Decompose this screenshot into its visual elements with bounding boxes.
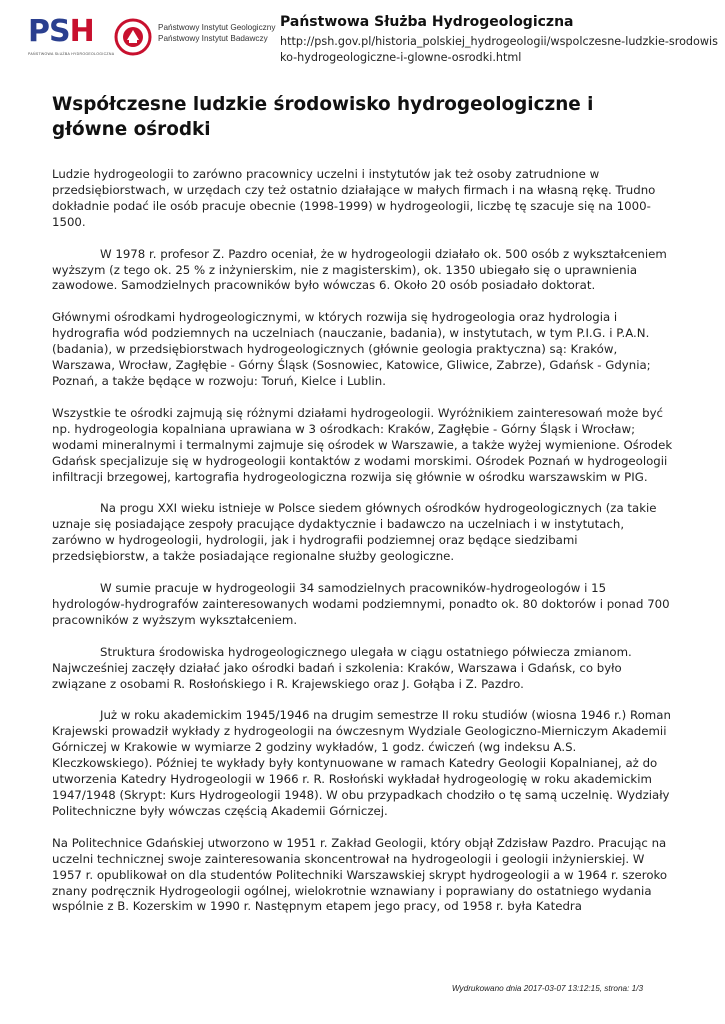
page-url[interactable]: http://psh.gov.pl/historia_polskiej_hydrogeologii/wspolczesne-ludzkie-srodowisko-hydrogeologiczne-i-glowne-osrodki.html [280, 35, 718, 64]
article-body [52, 167, 676, 931]
paragraph-5: Na progu XXI wieku istnieje w Polsce siedem głównych ośrodków hydrogeologicznych (za takie uznaje się posiadające zespoły pracujące dydaktycznie i badawczo na uczelniach i w instytutach, zarówno w hydrogeologii, hydrologii, jak i hydrografii podziemnej oraz będące siedzibami przedsiębiorstw, a także posiadające regionalne służby geologiczne. [52, 501, 657, 564]
paragraph-9: Na Politechnice Gdańskiej utworzono w 1951 r. Zakład Geologii, który objął Zdzisław Pazdro. Pracując na uczelni technicznej swoje zainteresowania skoncentrował na hydrogeologii i geologii inżynierskiej. W 1957 r. opublikował on dla studentów Politechniki Warszawskiej skrypt hydrogeologii a w 1964 r. szeroko znany podręcznik Hydrogeologii ogólnej, wielokrotnie wznawiany i poprawiany do ostatniego wydania wspólnie z B. Kozerskim w 1990 r. Następnym etapem jego pracy, od 1958 r. była Katedra [52, 835, 668, 914]
paragraph-6: W sumie pracuje w hydrogeologii 34 samodzielnych pracowników-hydrogeologów i 15 hydrologów-hydrografów zainteresowanych wodami podziemnymi, ponadto ok. 80 doktorów i ponad 700 pracowników z wyższym wykształceniem. [52, 581, 670, 627]
paragraph-1: Ludzie hydrogeologii to zarówno pracownicy uczelni i instytutów jak też osoby zatrudnione w przedsiębiorstwach, w urzędach czy też ostatnio działające w małych firmach i na własną rękę. Trudno dokładnie podać ile osób pracuje obecnie (1998-1999) w hydrogeologii, liczbę tę szacuje się na 1000-1500. [52, 167, 656, 229]
paragraph-2: W 1978 r. profesor Z. Pazdro oceniał, że w hydrogeologii działało ok. 500 osób z wykształceniem wyższym (z tego ok. 25 % z inżynierskim, nie z magisterskim), ok. 1350 ubiegało się o uprawnienia zawodowe. Samodzielnych pracowników było wówczas 6. Około 20 osób posiadało doktorat. [52, 246, 667, 293]
paragraph-3: Głównymi ośrodkami hydrogeologicznymi, w których rozwija się hydrogeologia oraz hydrologia i hydrografia wód podziemnych na uczelniach (nauczanie, badania), w instytutach, w tym P.I.G. i P.A.N. (badania), w przedsiębiorstwach hydrogeologicznych (głównie geologia praktyczna) są: Kraków, Warszawa, Wrocław, Zagłębie - Górny Śląsk (Sosnowiec, Katowice, Gliwice, Zabrze), Gdańsk - Gdynia; Poznań, a także będące w rozwoju: Toruń, Kielce i Lublin. [52, 310, 651, 388]
page-title: Współczesne ludzkie środowisko hydrogeologiczne i główne ośrodki [52, 94, 594, 140]
logo-tagline: PAŃSTWOWA SŁUŻBA HYDROGEOLOGICZNA [28, 52, 115, 56]
paragraph-8: Już w roku akademickim 1945/1946 na drugim semestrze II roku studiów (wiosna 1946 r.) Roman Krajewski prowadził wykłady z hydrogeologii na ówczesnym Wydziale Geologiczno-Mierniczym Akademii Górniczej w Krakowie w wymiarze 2 godziny wykładów, 1 godz. ćwiczeń (wg indeksu A.S. Kleczkowskiego). Później te wykłady były kontynuowane w ramach Katedry Geologii Kopalnianej, aż do utworzenia Katedry Hydrogeologii w 1966 r. R. Rosłoński wykładał hydrogeologię w roku akademickim 1947/1948 (Skrypt: Kurs Hydrogeologii 1948). W obu przypadkach chodziło o tę samą uczelnię. Wydziały Politechniczne były wówczas częścią Akademii Górniczej. [52, 708, 671, 818]
psh-logo[interactable] [28, 14, 276, 64]
org-name: Państwowa Służba Hydrogeologiczna [280, 14, 574, 30]
paragraph-4: Wszystkie te ośrodki zajmują się różnymi działami hydrogeologii. Wyróżnikiem zainteresowań może być np. hydrogeologia kopalniana uprawiana w 3 ośrodkach: Kraków, Zagłębie - Górny Śląsk i Wrocław; wodami mineralnymi i termalnymi zajmuje się ośrodek w Warszawie, a także wyżej wymienione. Ośrodek Gdańsk specjalizuje się w hydrogeologii kontaktów z wodami morskimi. Ośrodek Poznań w hydrogeologii infiltracji brzegowej, kartografia hydrogeologiczna rozwija się głównie w ośrodku warszawskim w PIG. [52, 405, 673, 484]
logo-institute-line2: Państwowy Instytut Badawczy [158, 34, 268, 43]
paragraph-7: Struktura środowiska hydrogeologicznego ulegała w ciągu ostatniego półwiecza zmianom. Najwcześniej zaczęły działać jako ośrodki badań i szkolenia: Kraków, Warszawa i Gdańsk, co było związane z osobami R. Rosłońskiego i R. Krajewskiego oraz J. Gołąba i Z. Pazdro. [52, 644, 632, 691]
pig-emblem-icon [114, 18, 152, 56]
logo-institute-names [158, 22, 275, 44]
print-footer: Wydrukowano dnia 2017-03-07 13:12:15, strona: 1/3 [451, 984, 643, 993]
logo-text: PSH [28, 14, 94, 49]
psh-logo-wordmark [28, 14, 94, 50]
logo-institute-line1: Państwowy Instytut Geologiczny [158, 23, 276, 32]
page-header [28, 10, 718, 70]
